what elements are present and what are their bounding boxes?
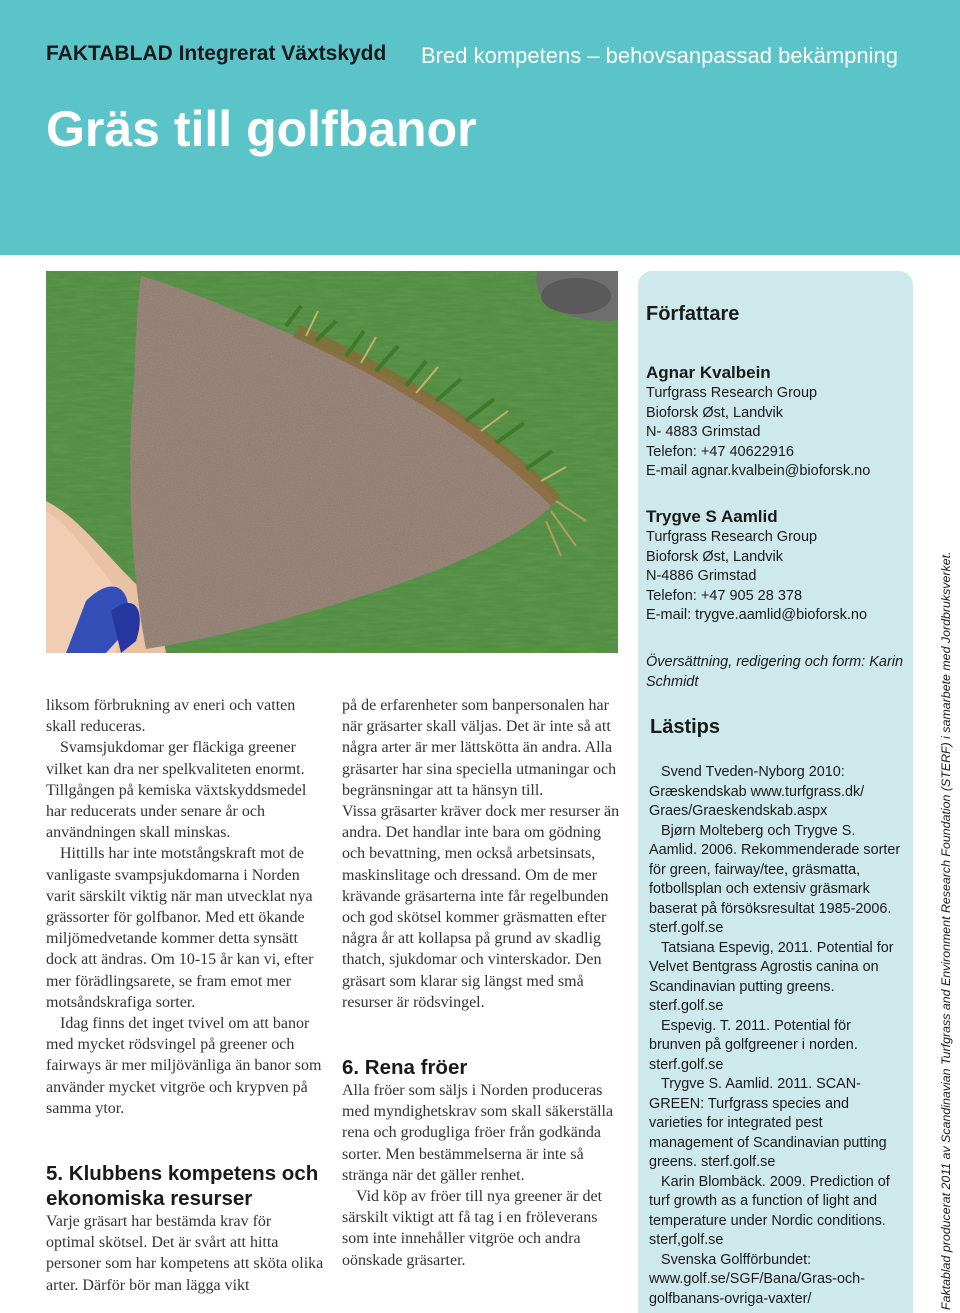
author-email: E-mail agnar.kvalbein@bioforsk.no: [646, 463, 871, 479]
author-line: N- 4883 Grimstad: [646, 424, 761, 440]
author-line: Turfgrass Research Group: [646, 529, 818, 545]
header-banner: [0, 0, 960, 255]
body-paragraph: Idag finns det inget tvivel om att banor med mycket rödsvingel på greener och fairways är mer miljövänliga än banor som använder mycket vitgröe och krypven på samma ytor.: [46, 1015, 322, 1117]
reading-tips-list: [649, 763, 905, 1309]
author-line: Bioforsk Øst, Landvik: [646, 548, 783, 565]
author-line: Bioforsk Øst, Landvik: [646, 404, 783, 421]
body-column-1: [46, 695, 324, 1296]
reference-item: Karin Blombäck. 2009. Prediction of turf growth as a function of light and temperature under Nordic conditions. sterf,golf.se: [649, 1173, 890, 1248]
body-paragraph: Vissa gräsarter kräver dock mer resurser än andra. Det handlar inte bara om gödning och bevattning, men också arbetsinsats, maskinslitage och dressand. Om de mer krävande gräsarterna inte får regelbunden och god skötsel kommer gräsmatten efter några år att kollapsa på grund av skadlig thatch, sjukdomar och vinterskador. Den gräsart som klarar sig längst med små resurser är rödsvingel.: [342, 803, 620, 1011]
author-email: E-mail: trygve.aamlid@bioforsk.no: [646, 607, 868, 623]
author-line: Turfgrass Research Group: [646, 385, 818, 401]
translation-credit: Översättning, redigering och form: Karin Schmidt: [646, 654, 904, 690]
tagline: Bred kompetens – behovsanpassad bekämpning: [421, 43, 898, 68]
body-paragraph: Hittills har inte motstångskraft mot de vanligaste svampsjukdomarna i Norden varit särskilt viktig när man utvecklat nya grässorter för golfbanor. Med ett ökande miljömedvetande kommer detta synsätt dock att ändras. Om 10-15 år kan vi, efter mer förädlingsarete, se fram emot mer motsåndskrafiga sorter.: [46, 845, 314, 1011]
turf-photo: [46, 271, 618, 653]
author-name: Trygve S Aamlid: [646, 507, 778, 526]
body-paragraph: Alla fröer som säljs i Norden produceras med myndighetskrav som skall säkerställa rena och grodugliga fröer från godkända sorter. Men bestämmelserna är inte så stränga när det gäller renhet.: [342, 1082, 614, 1184]
reference-item: Espevig. T. 2011. Potential för brunven på golfgreener i norden. sterf.golf.se: [649, 1017, 858, 1073]
section-heading: 5. Klubbens kompetens och ekonomiska resurser: [46, 1162, 319, 1211]
body-column-2: [342, 695, 622, 1271]
reference-item: Svenska Golfförbundet: www.golf.se/SGF/Bana/Gras-och-golfbanans-ovriga-vaxter/: [649, 1251, 865, 1307]
body-paragraph: på de erfarenheter som banpersonalen har när gräsarter skall väljas. Det är inte så att några arter är mer lättskötta än andra. Alla gräsarter har sina speciella utmaningar och begränsningar att ta hänsyn till.: [342, 697, 617, 799]
author-name: Agnar Kvalbein: [646, 363, 771, 382]
reference-item: Trygve S. Aamlid. 2011. SCAN-GREEN: Turfgrass species and varieties for integrated pest management of Scandinavian putting greens. sterf.golf.se: [649, 1076, 887, 1170]
body-paragraph: Vid köp av fröer till nya greener är det särskilt viktigt att få tag i en fröleverans som inte innehåller vitgröe och andra oönskade gräsarter.: [342, 1188, 603, 1269]
reference-item: Tatsiana Espevig, 2011. Potential for Velvet Bentgrass Agrostis canina on Scandinavian putting greens. sterf.golf.se: [649, 939, 894, 1014]
author-line: Telefon: +47 40622916: [646, 443, 794, 460]
author-card: [646, 362, 908, 482]
body-paragraph: Varje gräsart har bestämda krav för optimal skötsel. Det är svårt att hitta personer som har kompetens att sköta olika arter. Därför bör man lägga vikt: [46, 1213, 324, 1294]
author-line: Telefon: +47 905 28 378: [646, 587, 803, 604]
section-heading: 6. Rena fröer: [342, 1056, 468, 1080]
production-credit: Faktablad producerat 2011 av Scandinavian Turfgrass and Environment Research Foundation (STERF) i samarbete med Jordbruksverket.: [939, 551, 953, 1310]
reference-item: Svend Tveden-Nyborg 2010: Græskendskab www.turfgrass.dk/ Graes/Graeskendskab.aspx: [649, 764, 865, 819]
author-card: [646, 506, 908, 626]
series-label: FAKTABLAD Integrerat Växtskydd: [46, 42, 387, 65]
body-paragraph: liksom förbrukning av eneri och vatten skall reduceras.: [46, 697, 296, 736]
body-paragraph: Svamsjukdomar ger fläckiga greener vilket kan dra ner spelkvaliteten enormt. Tillgången på kemiska växtskyddsmedel har reducerats under senare år och användningen skall minskas.: [46, 739, 307, 842]
authors-heading: Författare: [646, 303, 740, 325]
page-title: Gräs till golfbanor: [46, 101, 477, 157]
reference-item: Bjørn Molteberg och Trygve S. Aamlid. 2006. Rekommenderade sorter för green, fairway/tee, gräsmatta, fotbollsplan och extensiv gräsmark baserat på försöksresultat 1985-2006. sterf.golf.se: [649, 822, 901, 936]
reading-tips-heading: Lästips: [650, 716, 721, 738]
author-line: N-4886 Grimstad: [646, 568, 757, 584]
